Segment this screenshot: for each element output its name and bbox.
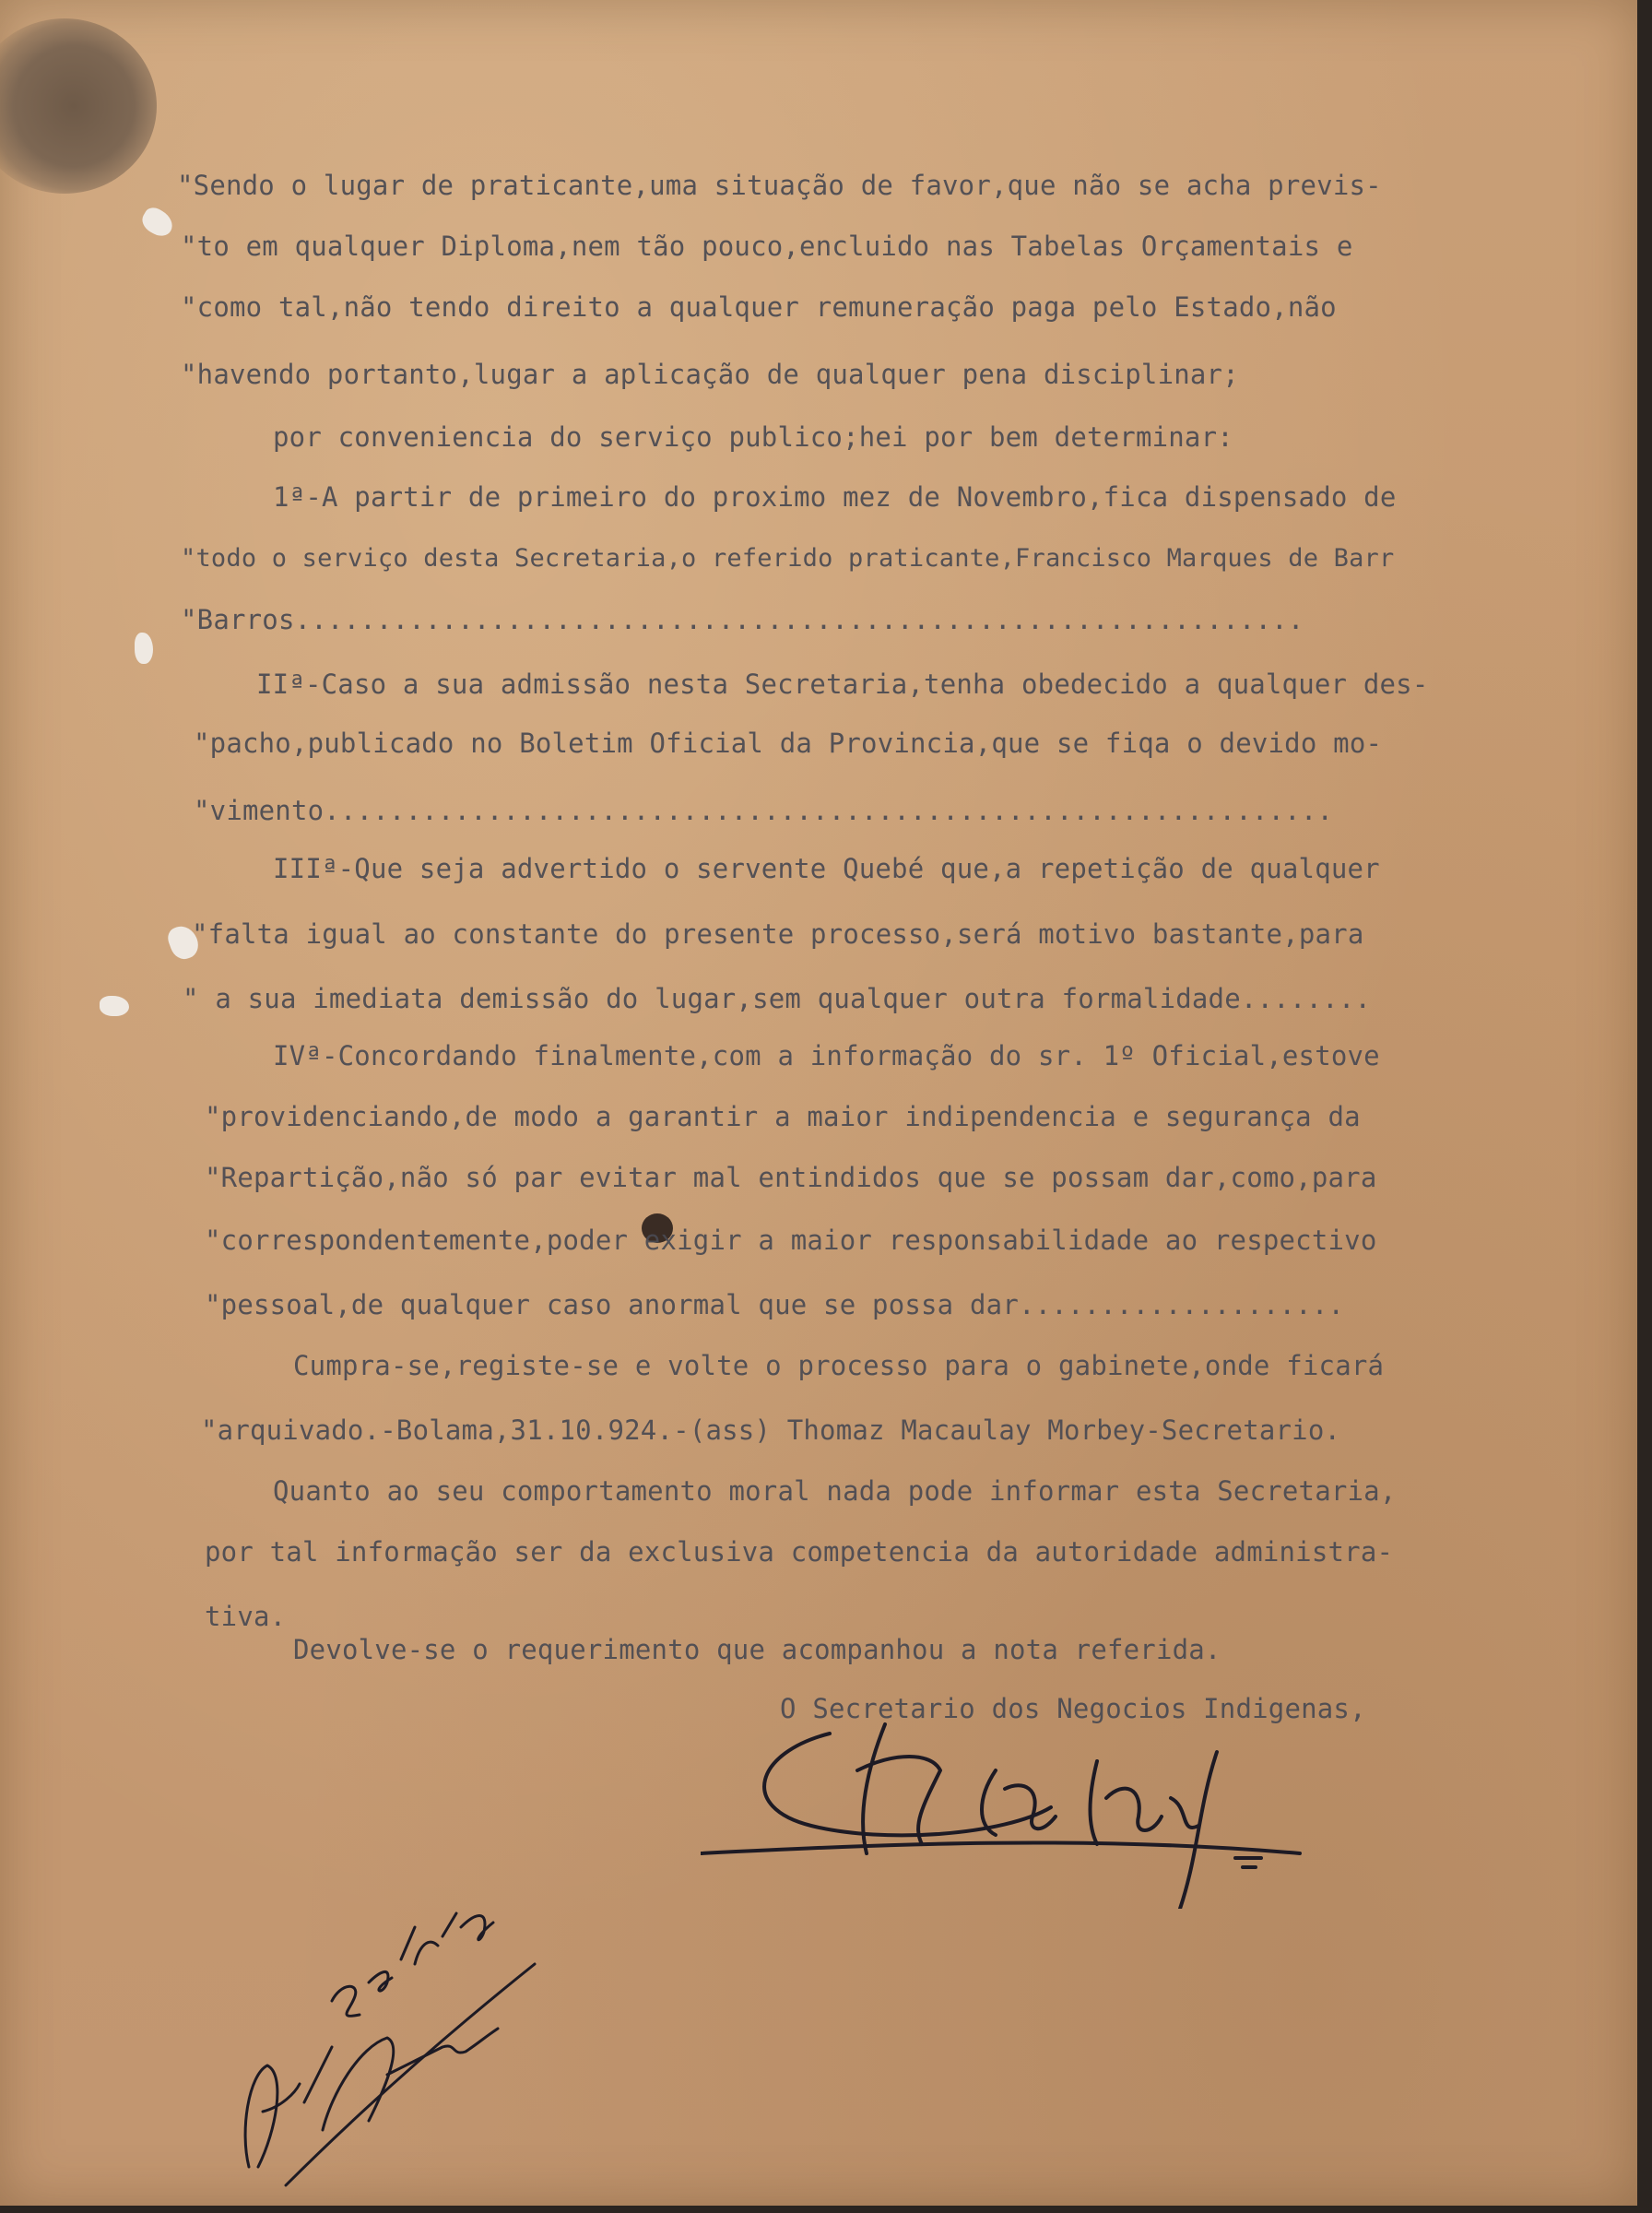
- text-line: por tal informação ser da exclusiva competencia da autoridade administra-: [205, 1536, 1394, 1568]
- text-line: Devolve-se o requerimento que acompanhou a nota referida.: [293, 1634, 1221, 1665]
- text-line: IIª-Caso a sua admissão nesta Secretaria,tenha obedecido a qualquer des-: [256, 669, 1429, 700]
- text-line: tiva.: [205, 1601, 287, 1632]
- text-line: "pessoal,de qualquer caso anormal que se possa dar....................: [205, 1289, 1345, 1320]
- text-line: Cumpra-se,registe-se e volte o processo para o gabinete,onde ficará: [293, 1350, 1385, 1381]
- text-line: O Secretario dos Negocios Indigenas,: [780, 1693, 1366, 1724]
- text-line: 1ª-A partir de primeiro do proximo mez de Novembro,fica dispensado de: [273, 481, 1397, 513]
- handwritten-note: [230, 1890, 599, 2195]
- text-line: "vimento..............................................................: [194, 795, 1334, 826]
- text-line: "havendo portanto,lugar a aplicação de qualquer pena disciplinar;: [181, 359, 1239, 390]
- text-line: "Repartição,não só par evitar mal entindidos que se possam dar,como,para: [205, 1162, 1377, 1193]
- text-line: "como tal,não tendo direito a qualquer remuneração paga pelo Estado,não: [181, 291, 1337, 323]
- text-line: "correspondentemente,poder exigir a maior responsabilidade ao respectivo: [205, 1225, 1377, 1256]
- text-line: "arquivado.-Bolama,31.10.924.-(ass) Thomaz Macaulay Morbey-Secretario.: [201, 1414, 1341, 1446]
- text-line: por conveniencia do serviço publico;hei por bem determinar:: [273, 421, 1233, 453]
- text-line: "providenciando,de modo a garantir a maior indipendencia e segurança da: [205, 1101, 1361, 1132]
- text-line: "pacho,publicado no Boletim Oficial da Provincia,que se fiqa o devido mo-: [194, 728, 1383, 759]
- text-line: "Sendo o lugar de praticante,uma situação de favor,que não se acha previs-: [177, 170, 1382, 201]
- signature: [701, 1697, 1346, 1909]
- text-line: Quanto ao seu comportamento moral nada pode informar esta Secretaria,: [273, 1475, 1397, 1507]
- text-line: "Barros..............................................................: [181, 604, 1304, 635]
- text-line: IIIª-Que seja advertido o servente Quebé que,a repetição de qualquer: [273, 853, 1380, 884]
- text-line: IVª-Concordando finalmente,com a informação do sr. 1º Oficial,estove: [273, 1040, 1380, 1071]
- text-line: "falta igual ao constante do presente processo,será motivo bastante,para: [192, 918, 1364, 950]
- text-line: " a sua imediata demissão do lugar,sem qualquer outra formalidade........: [183, 983, 1372, 1014]
- text-line: "todo o serviço desta Secretaria,o referido praticante,Francisco Marques de Barr: [181, 544, 1395, 573]
- text-line: "to em qualquer Diploma,nem tão pouco,encluido nas Tabelas Orçamentais e: [181, 231, 1353, 262]
